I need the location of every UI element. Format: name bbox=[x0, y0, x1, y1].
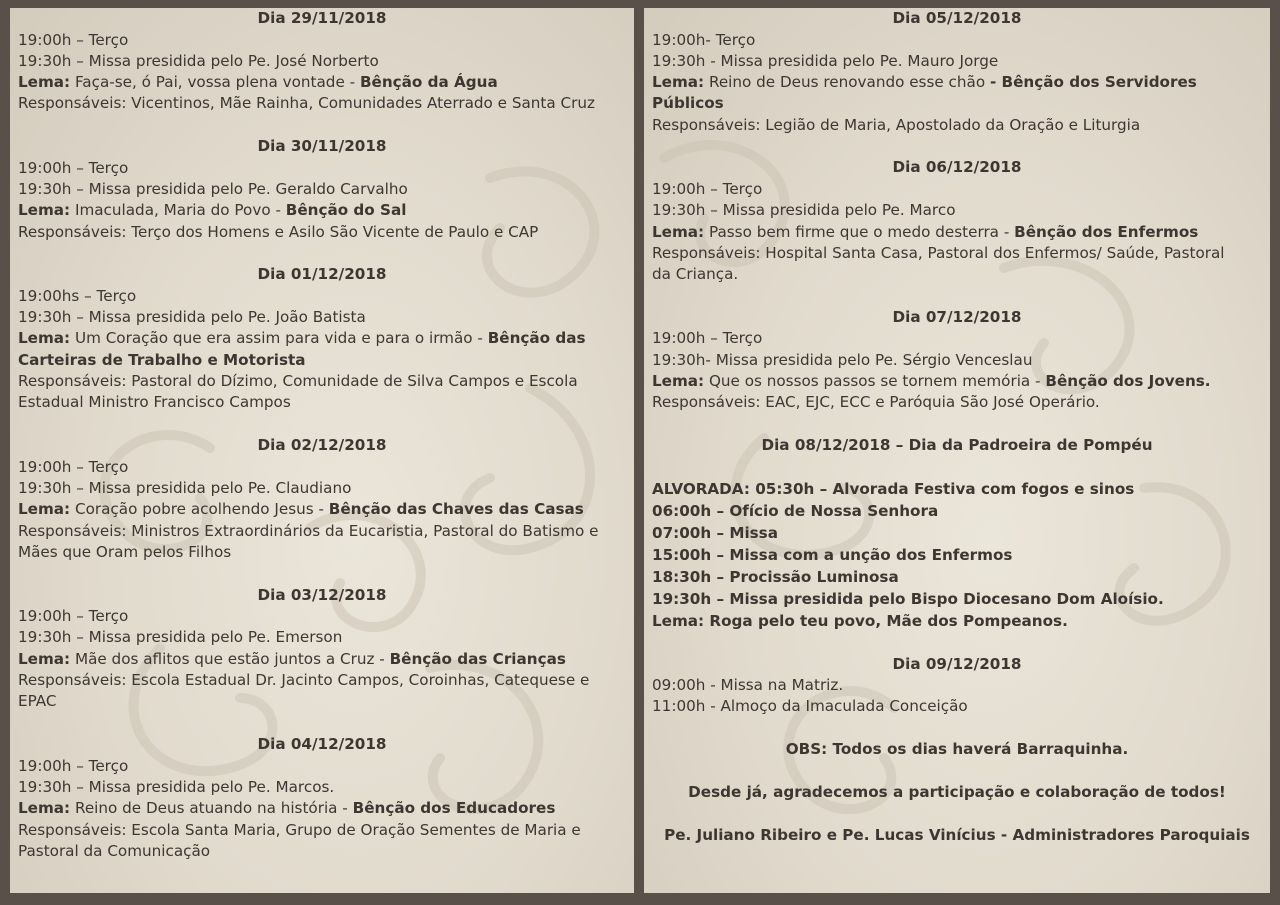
schedule-line: 19:30h – Missa presidida pelo Pe. Geraldo Carvalho bbox=[18, 179, 408, 198]
blessing-name: - Bênção dos Servidores bbox=[989, 73, 1197, 92]
schedule-line: 19:30h – Missa presidida pelo Pe. Marcos. bbox=[18, 777, 335, 796]
responsaveis-line: Responsáveis: Pastoral do Dízimo, Comunidade de Silva Campos e Escola bbox=[18, 372, 578, 391]
day-block bbox=[18, 713, 626, 862]
blessing-name: Bênção das Crianças bbox=[389, 649, 566, 668]
padroeira-item: 19:30h – Missa presidida pelo Bispo Diocesano Dom Aloísio. bbox=[652, 590, 1164, 609]
lema-text: Reino de Deus atuando na história - bbox=[70, 799, 353, 818]
day-block bbox=[18, 563, 626, 712]
obs-note: OBS: Todos os dias haverá Barraquinha. bbox=[785, 740, 1129, 759]
lema-text: Reino de Deus renovando esse chão bbox=[704, 73, 990, 92]
lema-label: Lema: bbox=[18, 799, 71, 818]
lema-line bbox=[652, 72, 1262, 93]
schedule-line: 19:00h – Terço bbox=[18, 457, 129, 476]
lema-line bbox=[18, 499, 626, 520]
day-title: Dia 06/12/2018 bbox=[892, 158, 1022, 177]
lema-line bbox=[652, 371, 1262, 392]
responsaveis-line: Responsáveis: Ministros Extraordinários da Eucaristia, Pastoral do Batismo e bbox=[18, 521, 599, 540]
lema-line bbox=[18, 649, 626, 670]
schedule-line: 19:00h – Terço bbox=[18, 756, 129, 775]
schedule-line: 19:30h- Missa presidida pelo Pe. Sérgio Venceslau bbox=[652, 350, 1033, 369]
padroeira-item: 06:00h – Ofício de Nossa Senhora bbox=[652, 502, 939, 521]
schedule-line: 19:00h – Terço bbox=[652, 329, 763, 348]
responsaveis-line: Pastoral da Comunicação bbox=[18, 841, 211, 860]
schedule-line: 19:30h – Missa presidida pelo Pe. Claudiano bbox=[18, 478, 352, 497]
blessing-name: Bênção dos Educadores bbox=[352, 799, 556, 818]
responsaveis-line: Responsáveis: Vicentinos, Mãe Rainha, Comunidades Aterrado e Santa Cruz bbox=[18, 94, 595, 113]
schedule-line: 09:00h - Missa na Matriz. bbox=[652, 676, 844, 695]
padroeira-item: 15:00h – Missa com a unção dos Enfermos bbox=[652, 546, 1013, 565]
day-title: Dia 02/12/2018 bbox=[257, 436, 387, 455]
day-title: Dia 04/12/2018 bbox=[257, 735, 387, 754]
day-block bbox=[652, 285, 1262, 413]
day-block bbox=[652, 8, 1262, 136]
lema-text: Um Coração que era assim para vida e para o irmão - bbox=[70, 329, 488, 348]
blessing-name-cont: Públicos bbox=[652, 94, 724, 113]
schedule-line: 19:00h – Terço bbox=[18, 607, 129, 626]
day-block bbox=[18, 243, 626, 414]
schedule-line: 19:30h – Missa presidida pelo Pe. Marco bbox=[652, 201, 956, 220]
blessing-name: Bênção dos Jovens. bbox=[1045, 372, 1211, 391]
lema-line bbox=[18, 200, 626, 221]
responsaveis-line: Responsáveis: Escola Estadual Dr. Jacinto Campos, Coroinhas, Catequese e bbox=[18, 671, 590, 690]
lema-text: Imaculada, Maria do Povo - bbox=[70, 201, 286, 220]
lema-label: Lema: bbox=[18, 649, 71, 668]
responsaveis-line: Responsáveis: EAC, EJC, ECC e Paróquia São José Operário. bbox=[652, 393, 1100, 412]
lema-label: Lema: bbox=[652, 372, 705, 391]
blessing-name: Bênção dos Enfermos bbox=[1014, 222, 1199, 241]
padroeira-item: Lema: Roga pelo teu povo, Mãe dos Pompeanos. bbox=[652, 612, 1068, 631]
responsaveis-line: da Criança. bbox=[652, 265, 739, 284]
blessing-name: Bênção do Sal bbox=[285, 201, 407, 220]
right-panel bbox=[644, 8, 1270, 893]
lema-label: Lema: bbox=[18, 73, 71, 92]
thanks-note: Desde já, agradecemos a participação e colaboração de todos! bbox=[688, 783, 1226, 802]
lema-label: Lema: bbox=[18, 500, 71, 519]
responsaveis-line: Responsáveis: Legião de Maria, Apostolado da Oração e Liturgia bbox=[652, 115, 1141, 134]
day-block bbox=[18, 414, 626, 563]
day-title: Dia 01/12/2018 bbox=[257, 265, 387, 284]
padroeira-list bbox=[652, 478, 1262, 632]
schedule-line: 19:30h – Missa presidida pelo Pe. João Batista bbox=[18, 308, 366, 327]
day-title: Dia 07/12/2018 bbox=[892, 307, 1022, 326]
padroeira-item: 18:30h – Procissão Luminosa bbox=[652, 568, 899, 587]
day-title: Dia 29/11/2018 bbox=[257, 9, 387, 27]
schedule-line: 19:00h- Terço bbox=[652, 30, 756, 49]
blessing-name: Bênção das bbox=[487, 329, 586, 348]
left-panel bbox=[10, 8, 634, 893]
lema-line bbox=[652, 222, 1262, 243]
lema-text: Mãe dos aflitos que estão juntos a Cruz - bbox=[70, 649, 390, 668]
lema-line bbox=[18, 328, 626, 349]
day-title: Dia 09/12/2018 bbox=[892, 654, 1022, 673]
blessing-name: Bênção das Chaves das Casas bbox=[328, 500, 584, 519]
blessing-name-cont: Carteiras de Trabalho e Motorista bbox=[18, 350, 306, 369]
responsaveis-line: Responsáveis: Escola Santa Maria, Grupo de Oração Sementes de Maria e bbox=[18, 820, 581, 839]
lema-text: Passo bem firme que o medo desterra - bbox=[704, 222, 1015, 241]
day-title: Dia 05/12/2018 bbox=[892, 9, 1022, 27]
blessing-name: Bênção da Água bbox=[359, 73, 498, 92]
schedule-line: 19:30h - Missa presidida pelo Pe. Mauro Jorge bbox=[652, 51, 999, 70]
schedule-line: 19:00h – Terço bbox=[18, 158, 129, 177]
responsaveis-line: Responsáveis: Terço dos Homens e Asilo São Vicente de Paulo e CAP bbox=[18, 222, 539, 241]
lema-label: Lema: bbox=[652, 73, 705, 92]
day-block bbox=[18, 8, 626, 115]
day-block bbox=[18, 115, 626, 243]
schedule-line: 19:00h – Terço bbox=[18, 30, 129, 49]
day-title: Dia 03/12/2018 bbox=[257, 585, 387, 604]
padroeira-item: 07:00h – Missa bbox=[652, 524, 778, 543]
lema-text: Coração pobre acolhendo Jesus - bbox=[70, 500, 329, 519]
schedule-line: 19:00hs – Terço bbox=[18, 286, 137, 305]
signature: Pe. Juliano Ribeiro e Pe. Lucas Vinícius - Administradores Paroquiais bbox=[664, 826, 1250, 845]
schedule-line: 19:00h – Terço bbox=[652, 179, 763, 198]
padroeira-title: Dia 08/12/2018 – Dia da Padroeira de Pompéu bbox=[761, 436, 1153, 455]
padroeira-item: ALVORADA: 05:30h – Alvorada Festiva com fogos e sinos bbox=[652, 480, 1135, 499]
lema-text: Que os nossos passos se tornem memória - bbox=[704, 372, 1046, 391]
lema-line bbox=[18, 798, 626, 819]
day-block bbox=[652, 136, 1262, 285]
schedule-line: 19:30h – Missa presidida pelo Pe. Emerson bbox=[18, 628, 343, 647]
schedule-line: 19:30h – Missa presidida pelo Pe. José Norberto bbox=[18, 51, 379, 70]
lema-text: Faça-se, ó Pai, vossa plena vontade - bbox=[70, 73, 360, 92]
right-schedule bbox=[652, 8, 1262, 847]
lema-label: Lema: bbox=[652, 222, 705, 241]
left-schedule bbox=[18, 8, 626, 862]
schedule-line: 11:00h - Almoço da Imaculada Conceição bbox=[652, 697, 968, 716]
day-title: Dia 30/11/2018 bbox=[257, 137, 387, 156]
lema-label: Lema: bbox=[18, 329, 71, 348]
responsaveis-line: Mães que Oram pelos Filhos bbox=[18, 542, 232, 561]
responsaveis-line: Responsáveis: Hospital Santa Casa, Pastoral dos Enfermos/ Saúde, Pastoral bbox=[652, 243, 1225, 262]
responsaveis-line: EPAC bbox=[18, 692, 57, 711]
responsaveis-line: Estadual Ministro Francisco Campos bbox=[18, 393, 291, 412]
lema-line bbox=[18, 72, 626, 93]
lema-label: Lema: bbox=[18, 201, 71, 220]
